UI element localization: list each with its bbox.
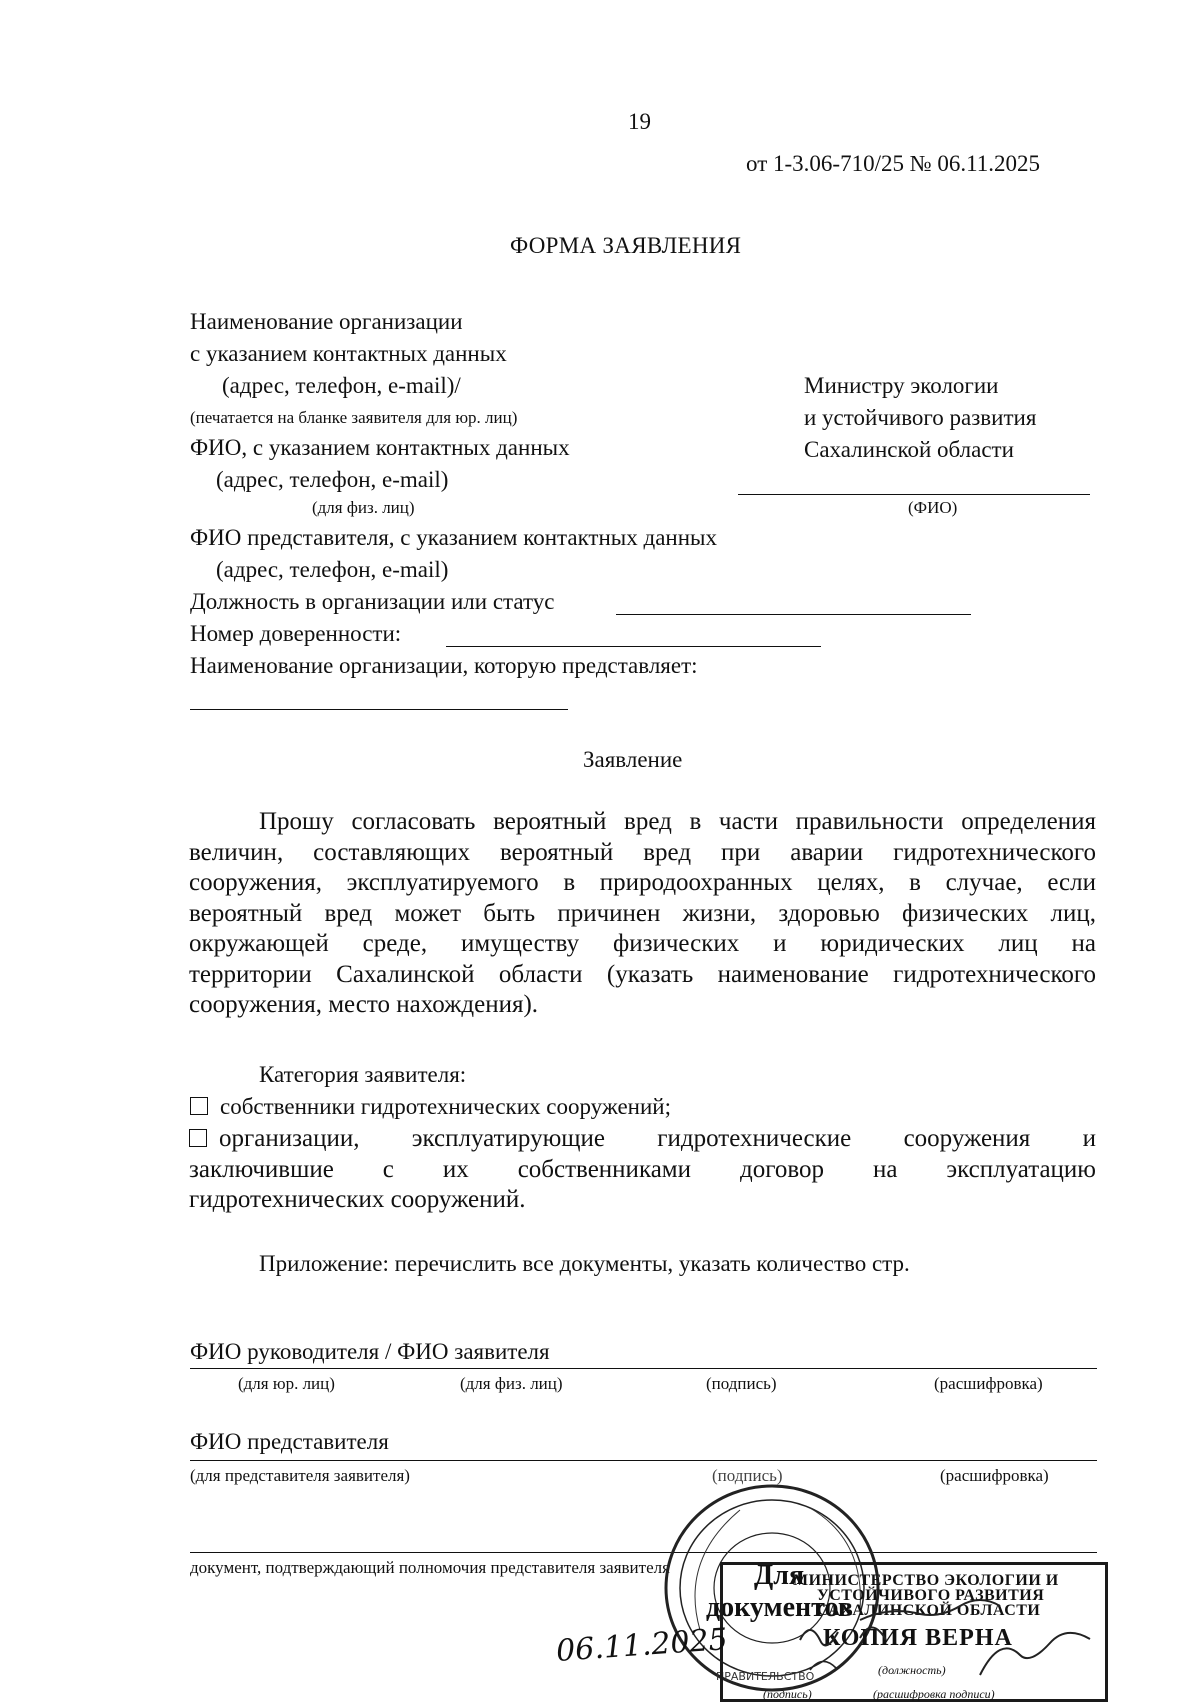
addressee-line2: и устойчивого развития	[804, 405, 1037, 430]
statement-line: вероятный вред может быть причинен жизни, здоровью физических лиц,	[189, 899, 1096, 927]
rep-line2: (адрес, телефон, e-mail)	[216, 557, 449, 582]
cap-signature: (подпись)	[706, 1374, 777, 1393]
cap-legal: (для юр. лиц)	[238, 1374, 335, 1393]
statement-line: величин, составляющих вероятный вред при аварии гидротехнического	[189, 838, 1096, 866]
option-operators-line: заключившие с их собственниками договор на эксплуатацию	[189, 1155, 1096, 1183]
stamp-cap-position: (должность)	[878, 1663, 946, 1677]
addressee-line3: Сахалинской области	[804, 437, 1014, 462]
stamp-org-line3: САХАЛИНСКОЙ ОБЛАСТИ	[817, 1602, 1041, 1619]
poa-label: Номер доверенности:	[190, 621, 402, 646]
cap-decoding: (расшифровка)	[934, 1374, 1043, 1393]
signature-head-line	[190, 1368, 1097, 1369]
addressee-line1: Министру экологии	[804, 373, 999, 398]
represented-org-underline	[190, 709, 568, 710]
statement-line: сооружения, место нахождения).	[189, 991, 539, 1018]
checkbox-owners[interactable]	[190, 1097, 208, 1115]
svg-text:ПРАВИТЕЛЬСТВО: ПРАВИТЕЛЬСТВО	[716, 1670, 815, 1683]
addressee-fio-underline	[738, 494, 1090, 495]
person-line2: (адрес, телефон, e-mail)	[216, 467, 449, 492]
document-reference: от 1-3.06-710/25 № 06.11.2025	[746, 151, 1041, 176]
statement-line: окружающей среде, имуществу физических и юридических лиц на	[189, 930, 1096, 957]
cap-rep: (для представителя заявителя)	[190, 1466, 410, 1485]
authority-doc-caption: документ, подтверждающий полномочия представителя заявителя	[190, 1558, 670, 1577]
statement-heading: Заявление	[583, 747, 683, 772]
option-operators-text: организации, эксплуатирующие гидротехнические сооружения и	[219, 1125, 1096, 1152]
authority-doc-line	[190, 1552, 1097, 1553]
stamp-org-line2: УСТОЙЧИВОГО РАЗВИТИЯ	[817, 1587, 1045, 1604]
represented-org-label: Наименование организации, которую представляет:	[190, 653, 698, 678]
org-name-line2: с указанием контактных данных	[190, 341, 507, 366]
form-title: ФОРМА ЗАЯВЛЕНИЯ	[510, 233, 742, 258]
org-name-line1: Наименование организации	[190, 309, 463, 334]
option-owners-label: собственники гидротехнических сооружений;	[220, 1094, 671, 1119]
stamp-org-line1: МИНИСТЕРСТВО ЭКОЛОГИИ И	[793, 1572, 1059, 1589]
rep-line1: ФИО представителя, с указанием контактных данных	[190, 525, 717, 550]
addressee-fio-caption: (ФИО)	[908, 498, 958, 517]
person-line1: ФИО, с указанием контактных данных	[190, 435, 570, 460]
statement-line: территории Сахалинской области (указать наименование гидротехнического	[189, 960, 1096, 988]
stamp-copy-true: КОПИЯ ВЕРНА	[823, 1625, 1013, 1651]
position-label: Должность в организации или статус	[190, 589, 555, 614]
stamp-for-docs: Для документов	[706, 1560, 853, 1623]
option-operators-line: гидротехнических сооружений.	[189, 1186, 526, 1213]
handwritten-date: 06.11.2025	[554, 1622, 729, 1669]
attachment-note: Приложение: перечислить все документы, указать количество стр.	[259, 1251, 910, 1276]
poa-underline	[446, 646, 821, 647]
org-name-line3: (адрес, телефон, e-mail)/	[222, 373, 461, 398]
statement-line: сооружения, эксплуатируемого в природоохранных целях, в случае, если	[189, 869, 1096, 896]
person-note: (для физ. лиц)	[312, 498, 415, 517]
checkbox-operators[interactable]	[189, 1129, 207, 1147]
rep-signature-line	[190, 1460, 1097, 1461]
stamp-cap-signature: (подпись)	[763, 1687, 812, 1701]
position-underline	[616, 614, 971, 615]
category-option-owners	[190, 1093, 671, 1121]
cap-individual: (для физ. лиц)	[460, 1374, 563, 1393]
rep-signature-label: ФИО представителя	[190, 1429, 389, 1454]
option-operators-line	[189, 1124, 1096, 1155]
stamp-cap-decoding: (расшифровка подписи)	[873, 1687, 995, 1701]
statement-line: Прошу согласовать вероятный вред в части правильности определения	[259, 808, 1096, 835]
category-label: Категория заявителя:	[259, 1062, 467, 1087]
cap-signature2: (подпись)	[712, 1466, 783, 1485]
signature-head-label: ФИО руководителя / ФИО заявителя	[190, 1339, 550, 1364]
org-note: (печатается на бланке заявителя для юр. лиц)	[190, 408, 518, 427]
cap-decoding2: (расшифровка)	[940, 1466, 1049, 1485]
category-option-operators	[189, 1124, 1096, 1216]
page-number: 19	[628, 109, 651, 134]
statement-body	[189, 807, 1096, 1021]
